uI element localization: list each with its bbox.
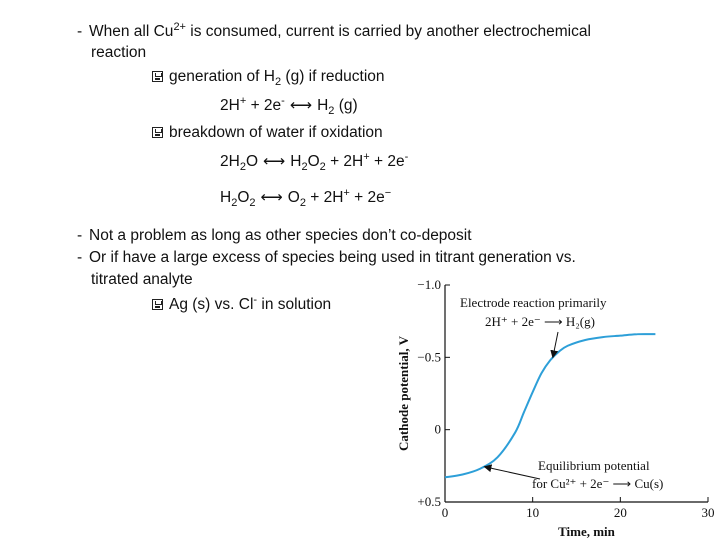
- series: [445, 334, 655, 477]
- equation-1: 2H+ + 2e- ⟷ $H_2$ (g): [220, 95, 358, 117]
- disk-bullet-icon: [152, 127, 163, 138]
- annotation-bottom-title: Equilibrium potential: [538, 458, 650, 473]
- bullet-silver: Ag (s) vs. Cl- in solution: [152, 296, 331, 314]
- disk-bullet-icon: [152, 71, 163, 82]
- double-arrow-icon: ⟷: [260, 189, 283, 206]
- x-tick-label: 0: [441, 505, 449, 520]
- chart-svg: [380, 270, 720, 540]
- annotation-top-equation: 2H⁺ + 2e⁻ ⟶ H₂(g): [485, 314, 595, 329]
- text-line-1: - When all $Cu^{2+}$ is consumed, current is carried by another electrochemical: [77, 21, 591, 40]
- double-arrow-icon: ⟷: [263, 153, 286, 170]
- x-tick-label: 30: [701, 505, 715, 520]
- bullet-hydrogen: generation of $H_2$ (g) if reduction: [152, 68, 385, 86]
- cathode-potential-chart: [380, 270, 720, 540]
- equation-2: $2H_2O$ ⟷ $H_2O_2 + 2H^+ + 2e^-$: [220, 151, 409, 173]
- x-tick-label: 20: [613, 505, 627, 520]
- y-tick-label: +0.5: [417, 494, 441, 509]
- y-axis-label: Cathode potential, V: [396, 336, 411, 451]
- double-arrow-icon: ⟷: [289, 97, 313, 114]
- dash-1: -: [77, 23, 83, 40]
- y-tick-label: 0: [434, 421, 441, 437]
- annotation-top-title: Electrode reaction primarily: [460, 295, 607, 310]
- potential-curve: [445, 334, 655, 477]
- annotation-bottom-arrow: [484, 467, 540, 479]
- text-line-2: - Not a problem as long as other species don’t co-deposit: [77, 227, 472, 244]
- bullet-water: breakdown of water if oxidation: [152, 124, 383, 142]
- annotation-bottom-equation: for Cu²⁺ + 2e⁻ ⟶ Cu(s): [532, 476, 664, 491]
- text-line-3: - Or if have a large excess of species being used in titrant generation vs.: [77, 249, 576, 266]
- y-tick-label: −1.0: [417, 277, 441, 292]
- x-axis-label: Time, min: [558, 524, 615, 539]
- text-line-1-cont: reaction: [91, 44, 147, 61]
- equation-3: $H_2O_2$ ⟷ $O_2 + 2H^+ + 2e^-$: [220, 187, 392, 209]
- annotations: [460, 295, 663, 491]
- x-tick-label: 10: [526, 505, 540, 520]
- disk-bullet-icon: [152, 299, 163, 310]
- y-tick-label: −0.5: [417, 349, 441, 365]
- text-line-3-cont: titrated analyte: [91, 271, 193, 288]
- dash-2: -: [77, 227, 83, 244]
- dash-3: -: [77, 249, 83, 266]
